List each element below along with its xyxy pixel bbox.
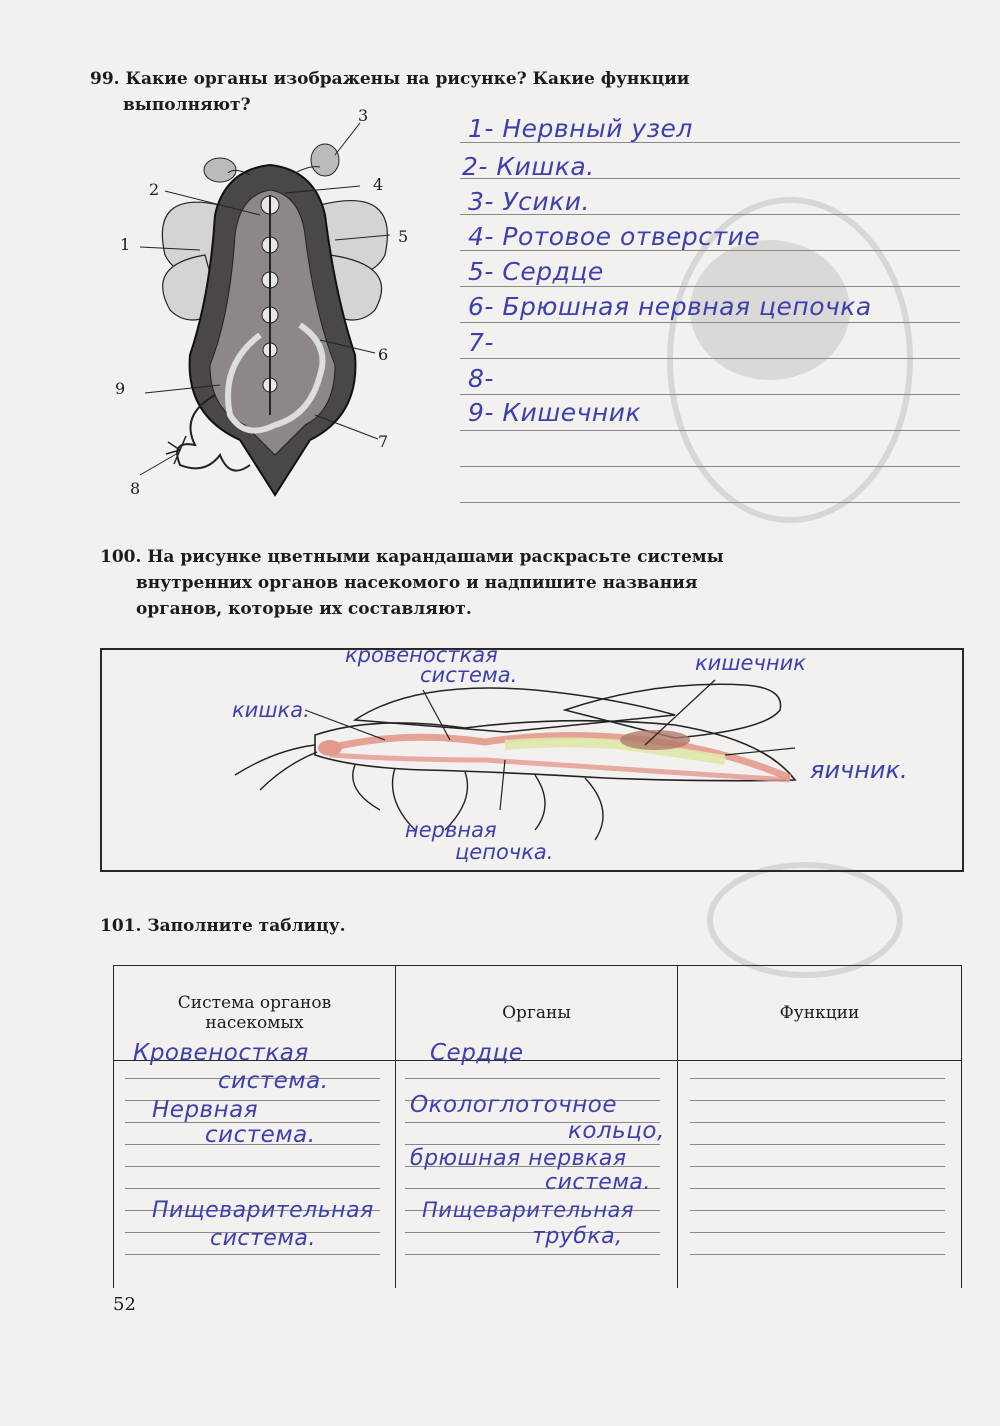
- table-organ-4-line1: Пищеварительная: [422, 1198, 635, 1222]
- table-system-1-line2: система.: [218, 1068, 329, 1094]
- annotation-circulatory-line1: кровеносткая: [345, 643, 498, 667]
- table-organ-2-line1: Окологлоточное: [410, 1092, 618, 1118]
- answer-9: 9- Кишечник: [468, 398, 642, 427]
- figure-label-3: 3: [358, 106, 369, 125]
- figure-label-5: 5: [398, 227, 409, 246]
- annotation-circulatory-line2: система.: [420, 663, 518, 687]
- figure-label-4: 4: [373, 175, 384, 194]
- page-number: 52: [113, 1294, 136, 1315]
- annotation-nerve-line2: цепочка.: [455, 840, 554, 864]
- table-system-2-line1: Нервная: [152, 1097, 259, 1123]
- answer-7: 7-: [468, 328, 494, 357]
- figure-label-8: 8: [130, 479, 141, 498]
- table-organ-2-line2: кольцо,: [568, 1118, 665, 1144]
- answer-2: 2- Кишка.: [462, 152, 595, 181]
- wing-main: [565, 684, 781, 738]
- table-organ-3-line2: система.: [545, 1170, 651, 1195]
- figure-label-6: 6: [378, 345, 389, 364]
- answer-5: 5- Сердце: [468, 257, 604, 286]
- side-body: [315, 721, 795, 781]
- answer-6: 6- Брюшная нервная цепочка: [468, 292, 872, 321]
- answer-8: 8-: [468, 364, 494, 393]
- annotation-intestine: кишечник: [695, 651, 806, 675]
- table-organ-4-line2: трубка,: [532, 1224, 623, 1249]
- figure-label-9: 9: [115, 379, 126, 398]
- table-system-3-line2: система.: [210, 1226, 316, 1251]
- figure-label-1: 1: [120, 235, 131, 254]
- annotation-ovary: яичник.: [810, 756, 908, 784]
- header-functions: Функции: [678, 966, 962, 1061]
- table-system-1-line1: Кровеносткая: [133, 1040, 309, 1066]
- answer-4: 4- Ротовое отверстие: [468, 222, 761, 251]
- head-colored: [318, 740, 342, 756]
- header-organ-system: Система органов насекомых: [114, 966, 396, 1061]
- answer-3: 3- Усики.: [468, 187, 590, 216]
- insect-anatomy-illustration: [110, 95, 440, 515]
- table-system-2-line2: система.: [205, 1122, 316, 1148]
- question-101-title: 101. Заполните таблицу.: [100, 916, 346, 936]
- header-organs: Органы: [396, 966, 678, 1061]
- figure-label-7: 7: [378, 432, 389, 451]
- annotation-gut: кишка.: [232, 698, 310, 722]
- intestine-colored: [620, 730, 690, 750]
- figure-label-2: 2: [149, 180, 160, 199]
- question-100-title: 100. На рисунке цветными карандашами раскрасьте системы внутренних органов насекомого и надпишите названия органов, которые их составляют.: [100, 547, 724, 619]
- answer-1: 1- Нервный узел: [468, 114, 693, 143]
- annotation-nerve-line1: нервная: [405, 818, 497, 842]
- question-99-title: 99. Какие органы изображены на рисунке? Какие функции выполняют?: [90, 69, 690, 115]
- table-organ-3-line1: брюшная нервкая: [410, 1146, 627, 1171]
- table-organ-1: Сердце: [430, 1040, 524, 1066]
- table-system-3-line1: Пищеварительная: [152, 1198, 374, 1223]
